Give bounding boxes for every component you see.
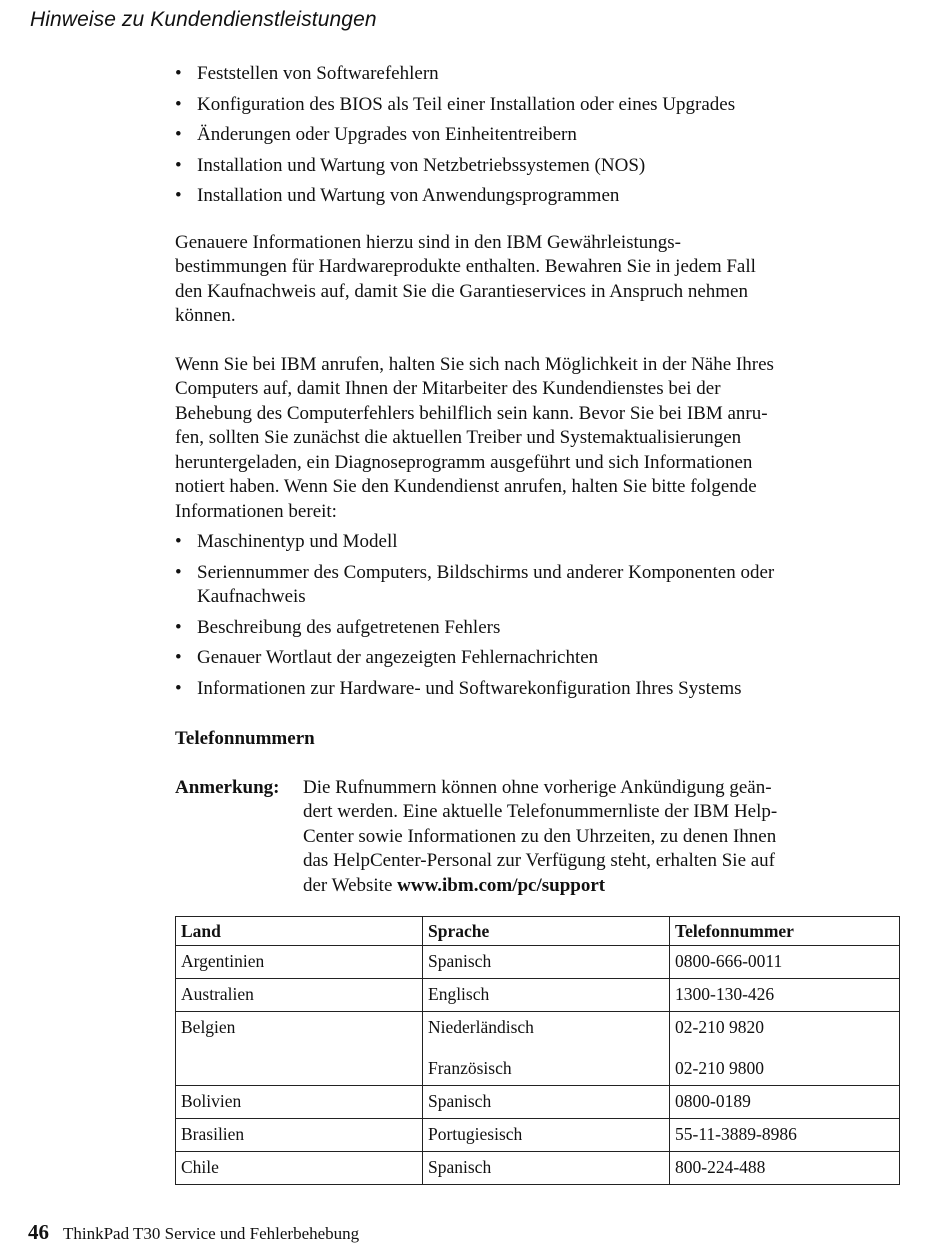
list-item: • Seriennummer des Computers, Bildschirms und anderer Komponenten oder Kaufnachweis [175,561,775,607]
warranty-paragraph: Genauere Informationen hierzu sind in den IBM Gewährleistungs- bestimmungen für Hardwareprodukte enthalten. Bewahren Sie in jedem Fall den Kaufnachweis auf, damit Sie die Garantieservices in Anspruch nehmen können. [175,231,756,326]
bullet-icon: • [175,616,182,638]
bullet-icon: • [175,531,182,552]
bullet-list-required-info [175,530,905,701]
table-header-row [176,917,900,946]
cell-nummer: 02-210 9820 02-210 9800 [670,1012,900,1086]
table-row [176,1119,900,1152]
cell-nummer: 800-224-488 [670,1152,900,1185]
bullet-icon: • [175,561,182,583]
cell-sprache: Portugiesisch [423,1119,670,1152]
bullet-list-services [175,62,905,209]
note-block [175,776,905,899]
list-item: • Feststellen von Softwarefehlern [175,62,905,87]
cell-sprache: Niederländisch Französisch [423,1012,670,1086]
page-header: Hinweise zu Kundendienstleistungen [30,8,377,31]
call-instructions-paragraph: Wenn Sie bei IBM anrufen, halten Sie sich nach Möglichkeit in der Nähe Ihres Computers auf, damit Ihnen der Mitarbeiter des Kundendienstes bei der Behebung des Computerfehlers behilflich sein kann. Bevor Sie bei IBM anru- fen, sollten Sie zunächst die aktuellen Treiber und Systemaktualisierungen heruntergeladen, ein Diagnoseprogramm ausgeführt und sich Informationen notiert haben. Wenn Sie den Kundendienst anrufen, halten Sie bitte folgende Informationen bereit: [175,353,774,522]
cell-nummer: 1300-130-426 [670,979,900,1012]
note-body: Die Rufnummern können ohne vorherige Ankündigung geän- dert werden. Eine aktuelle Telefonummernliste der IBM Help- Center sowie Informationen zu den Uhrzeiten, zu denen Ihnen das HelpCenter-Personal zur Verfügung steht, erhalten Sie auf der Website www.ibm.com/pc/support [303,776,778,896]
cell-land: Brasilien [176,1119,423,1152]
bullet-icon: • [175,63,182,84]
cell-sprache: Spanisch [423,1152,670,1185]
column-header-land: Land [176,917,423,946]
cell-sprache: Englisch [423,979,670,1012]
bullet-icon: • [175,647,182,668]
list-item: • Genauer Wortlaut der angezeigten Fehlernachrichten [175,646,905,671]
list-item: • Änderungen oder Upgrades von Einheitentreibern [175,123,905,148]
table-row [176,1012,900,1086]
table-row [176,1086,900,1119]
phone-numbers-table [175,916,900,1185]
table-row [176,979,900,1012]
cell-nummer: 55-11-3889-8986 [670,1119,900,1152]
page-footer [28,1220,359,1245]
cell-sprache: Spanisch [423,1086,670,1119]
cell-land: Australien [176,979,423,1012]
list-item: • Installation und Wartung von Anwendungsprogrammen [175,184,905,209]
bullet-icon: • [175,154,182,176]
column-header-telefonnummer: Telefonnummer [670,917,900,946]
support-url: www.ibm.com/pc/support [397,874,606,896]
bullet-icon: • [175,93,182,115]
bullet-icon: • [175,124,182,145]
bullet-icon: • [175,185,182,206]
table-row [176,946,900,979]
list-item: • Informationen zur Hardware- und Softwarekonfiguration Ihres Systems [175,677,905,702]
list-item: • Konfiguration des BIOS als Teil einer Installation oder eines Upgrades [175,93,905,118]
cell-land: Chile [176,1152,423,1185]
cell-nummer: 0800-0189 [670,1086,900,1119]
list-item: • Maschinentyp und Modell [175,530,905,555]
table-row [176,1152,900,1185]
column-header-sprache: Sprache [423,917,670,946]
cell-nummer: 0800-666-0011 [670,946,900,979]
cell-land: Argentinien [176,946,423,979]
footer-title: ThinkPad T30 Service und Fehlerbehebung [63,1224,360,1243]
bullet-icon: • [175,677,182,699]
list-item: • Installation und Wartung von Netzbetriebssystemen (NOS) [175,154,905,179]
section-title: Telefonnummern [175,728,315,749]
cell-land: Belgien [176,1012,423,1086]
cell-land: Bolivien [176,1086,423,1119]
main-content [175,60,905,1185]
list-item: • Beschreibung des aufgetretenen Fehlers [175,616,905,641]
note-label: Anmerkung: [175,776,280,798]
cell-sprache: Spanisch [423,946,670,979]
page-number: 46 [28,1220,49,1244]
